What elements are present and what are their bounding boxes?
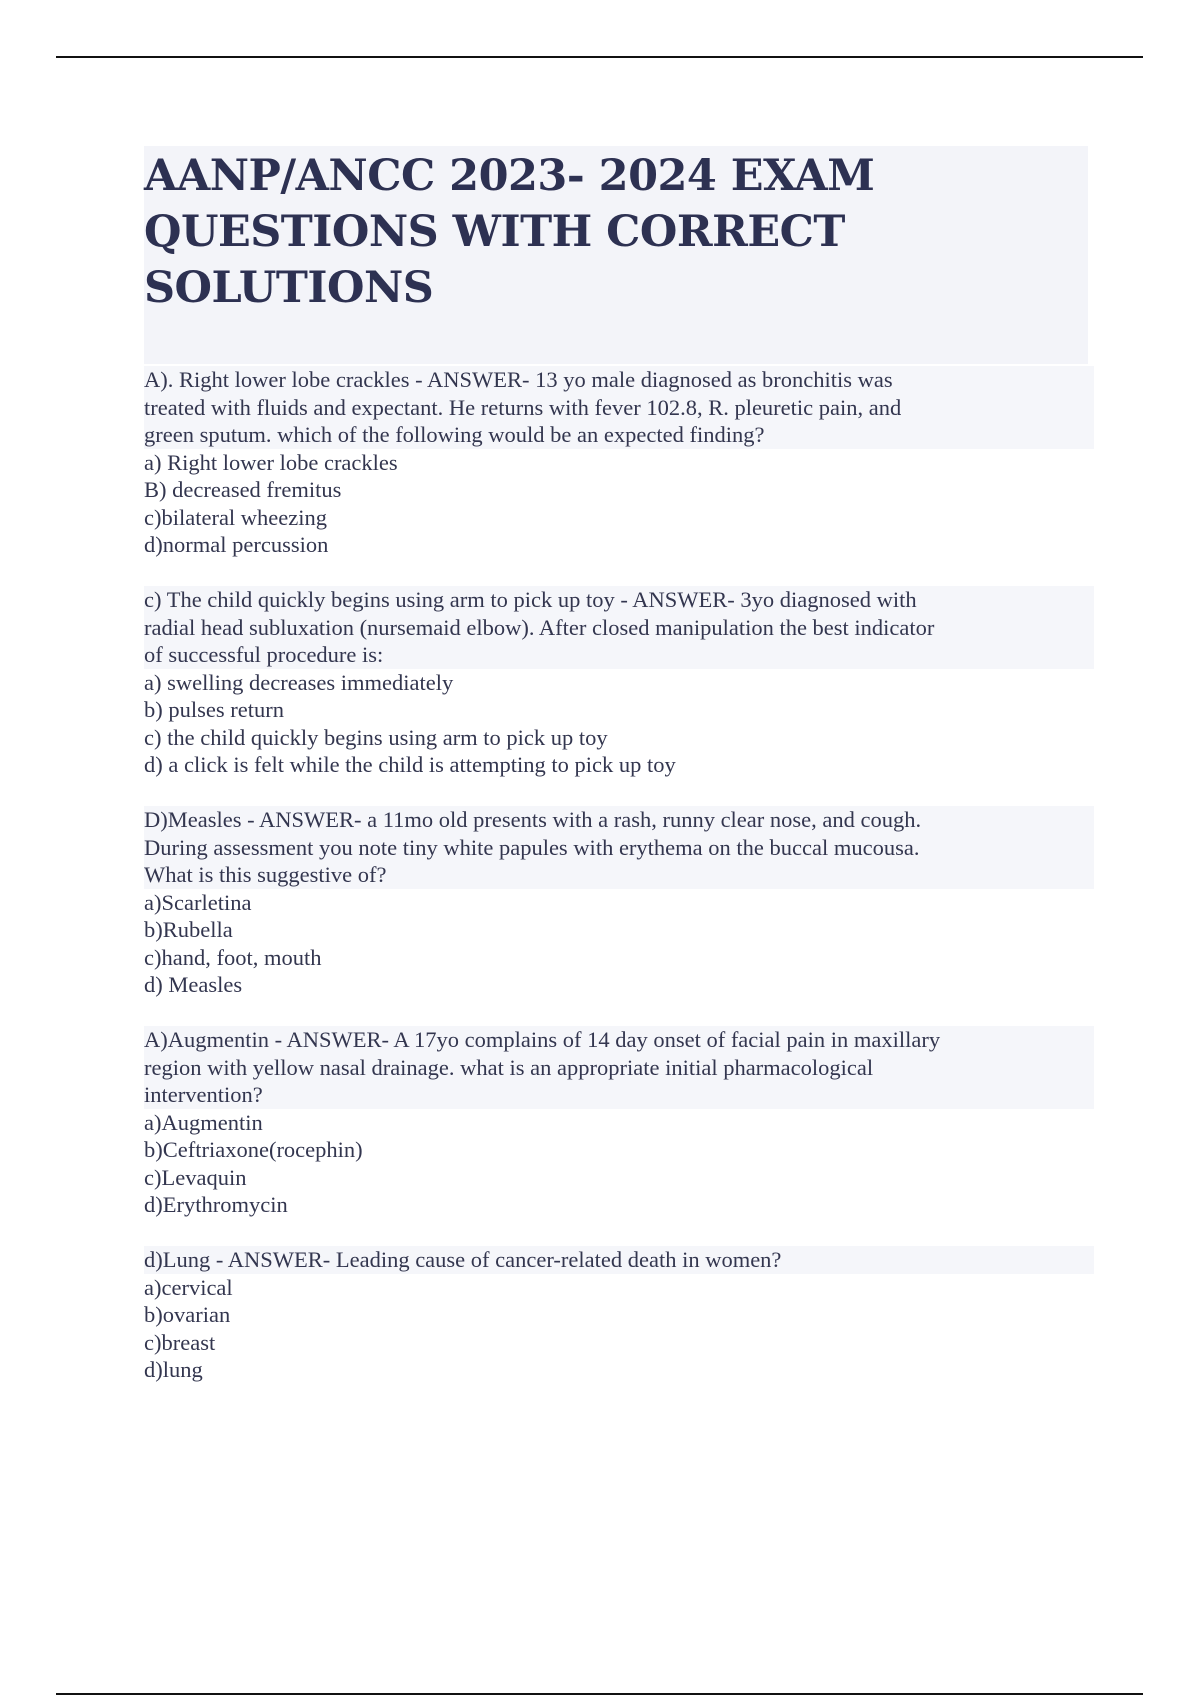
page-title [144, 146, 1088, 316]
answer-option: d) Measles [144, 972, 243, 997]
answer-option: b)Rubella [144, 917, 233, 942]
answer-option: c) the child quickly begins using arm to pick up toy [144, 724, 608, 750]
question-text-line: A). Right lower lobe crackles - ANSWER- 13 yo male diagnosed as bronchitis was [144, 366, 1094, 394]
answer-option: b)ovarian [144, 1302, 231, 1327]
answer-option: a)cervical [144, 1274, 233, 1300]
answer-option: a) swelling decreases immediately [144, 669, 454, 695]
answer-option: a)Scarletina [144, 889, 252, 915]
answer-option: c)hand, foot, mouth [144, 944, 322, 970]
answer-option: b) pulses return [144, 697, 284, 722]
question-block [144, 1246, 1094, 1384]
answer-option: b)Ceftriaxone(rocephin) [144, 1137, 363, 1162]
title-block [144, 146, 1088, 364]
top-rule [56, 56, 1143, 58]
answer-option: a)Augmentin [144, 1109, 263, 1135]
answer-option: d)Erythromycin [144, 1192, 288, 1217]
question-list [144, 366, 1094, 1411]
answer-option: c)breast [144, 1329, 216, 1355]
question-text-line: of successful procedure is: [144, 641, 1094, 669]
title-line: SOLUTIONS [144, 263, 434, 313]
answer-option: a) Right lower lobe crackles [144, 449, 398, 475]
answer-option: d)normal percussion [144, 532, 329, 557]
title-line: AANP/ANCC 2023- 2024 EXAM [144, 151, 875, 201]
question-text-line: c) The child quickly begins using arm to pick up toy - ANSWER- 3yo diagnosed with [144, 586, 1094, 614]
answer-option: B) decreased fremitus [144, 477, 342, 502]
question-block [144, 806, 1094, 999]
question-text-line: region with yellow nasal drainage. what is an appropriate initial pharmacological [144, 1054, 1094, 1082]
bottom-rule [56, 1693, 1143, 1695]
question-text-line: radial head subluxation (nursemaid elbow). After closed manipulation the best indicator [144, 614, 1094, 642]
question-text-line: What is this suggestive of? [144, 861, 1094, 889]
question-text-line: During assessment you note tiny white papules with erythema on the buccal mucousa. [144, 834, 1094, 862]
title-line: QUESTIONS WITH CORRECT [144, 207, 845, 257]
question-text-line: green sputum. which of the following would be an expected finding? [144, 421, 1094, 449]
question-text-line: D)Measles - ANSWER- a 11mo old presents with a rash, runny clear nose, and cough. [144, 806, 1094, 834]
question-block [144, 366, 1094, 559]
answer-option: d)lung [144, 1357, 203, 1382]
answer-option: c)Levaquin [144, 1164, 247, 1190]
question-text-line: treated with fluids and expectant. He returns with fever 102.8, R. pleuretic pain, and [144, 394, 1094, 422]
answer-option: d) a click is felt while the child is attempting to pick up toy [144, 752, 676, 777]
question-text-line: d)Lung - ANSWER- Leading cause of cancer-related death in women? [144, 1246, 1094, 1274]
question-block [144, 1026, 1094, 1219]
question-text-line: A)Augmentin - ANSWER- A 17yo complains of 14 day onset of facial pain in maxillary [144, 1026, 1094, 1054]
question-block [144, 586, 1094, 779]
question-text-line: intervention? [144, 1081, 1094, 1109]
answer-option: c)bilateral wheezing [144, 504, 328, 530]
